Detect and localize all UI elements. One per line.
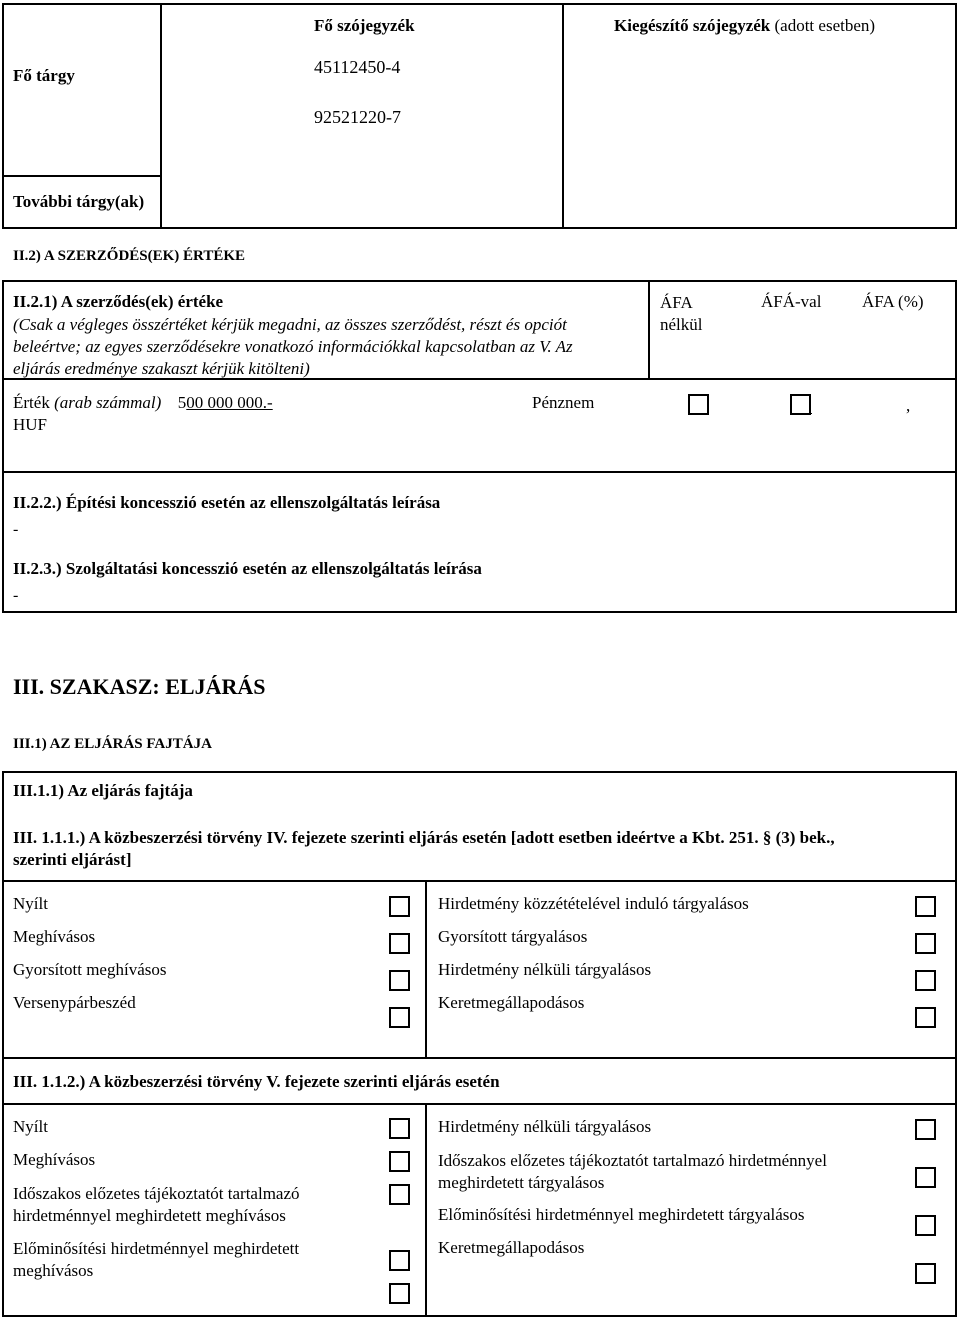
section-iii-title: III. SZAKASZ: ELJÁRÁS	[13, 674, 266, 699]
cpv-code-2: 92521220-7	[314, 107, 401, 127]
part2-option-pin-restricted-line-1: Időszakos előzetes tájékoztatót tartalmazó	[13, 1184, 300, 1203]
main-vocab-header: Fő szójegyzék	[314, 16, 415, 35]
vat-excluded-checkbox[interactable]	[688, 394, 709, 415]
procedure-hdivider-2	[2, 1057, 957, 1059]
procedure-vdivider-1	[425, 880, 427, 1059]
part2-option-qualification-restricted-line-1: Előminősítési hirdetménnyel meghirdetett	[13, 1239, 300, 1258]
part1-accelerated-negotiated-checkbox[interactable]	[915, 933, 936, 954]
part1-heading-line-2: szerinti eljárást]	[13, 850, 132, 869]
value-sub-heading: II.2.1) A szerződés(ek) értéke	[13, 292, 224, 311]
value-amount-prefix: 5	[177, 393, 187, 412]
section-ii2-heading: II.2) A SZERZŐDÉS(EK) ÉRTÉKE	[13, 248, 246, 264]
part2-restricted-checkbox[interactable]	[389, 1151, 410, 1172]
part1-framework-checkbox[interactable]	[915, 1007, 936, 1028]
value-row	[13, 393, 273, 413]
part2-framework-checkbox[interactable]	[915, 1263, 936, 1284]
vat-percent-separator: ,	[906, 396, 911, 415]
part2-option-qualification-restricted-line-2: meghívásos	[13, 1261, 94, 1280]
vat-included-underline	[790, 413, 812, 414]
cpv-table-divider-1	[160, 3, 162, 229]
works-concession-heading: II.2.2.) Építési koncesszió esetén az ellenszolgáltatás leírása	[13, 493, 441, 512]
part2-option-qualification-restricted	[13, 1238, 299, 1282]
part2-option-restricted: Meghívásos	[13, 1150, 96, 1169]
part2-heading: III. 1.1.2.) A közbeszerzési törvény V. fejezete szerinti eljárás esetén	[13, 1072, 500, 1091]
vat-excluded-line-1: ÁFA	[660, 293, 693, 312]
value-box-vdivider	[648, 280, 650, 380]
part2-option-pin-restricted	[13, 1183, 300, 1227]
value-note-line-3: eljárás eredménye szakaszt kérjük kitölteni)	[13, 359, 310, 378]
procedure-hdivider-3	[2, 1103, 957, 1105]
cpv-table-hdivider	[2, 175, 162, 177]
part2-extra-checkbox[interactable]	[389, 1283, 410, 1304]
services-concession-value: -	[13, 587, 19, 604]
currency-value: HUF	[13, 415, 48, 434]
vat-included-label: ÁFÁ-val	[761, 292, 822, 311]
value-label-note: (arab számmal)	[54, 393, 162, 412]
part1-open-checkbox[interactable]	[389, 896, 410, 917]
part2-qualification-negotiated-checkbox[interactable]	[915, 1215, 936, 1236]
part1-negotiated-without-notice-checkbox[interactable]	[915, 970, 936, 991]
value-note	[13, 314, 643, 380]
section-iii1-heading: III.1) AZ ELJÁRÁS FAJTÁJA	[13, 736, 212, 752]
part1-restricted-checkbox[interactable]	[389, 933, 410, 954]
part2-open-checkbox[interactable]	[389, 1118, 410, 1139]
vat-included-checkbox[interactable]	[790, 394, 811, 415]
part2-option-pin-negotiated-line-2: meghirdetett tárgyalásos	[438, 1173, 605, 1192]
works-concession-value: -	[13, 521, 19, 538]
further-objects-label: További tárgy(ak)	[13, 192, 145, 211]
cpv-table-divider-2	[562, 3, 564, 229]
part1-heading	[13, 827, 953, 871]
part2-pin-restricted-checkbox[interactable]	[389, 1184, 410, 1205]
vat-excluded-label	[660, 292, 703, 336]
value-note-line-2: beleértve; az egyes szerződésekre vonatkozó információkkal kapcsolatban az V. Az	[13, 337, 573, 356]
part1-option-accelerated-negotiated: Gyorsított tárgyalásos	[438, 927, 588, 946]
supp-vocab-header	[614, 16, 875, 36]
value-amount: 00 000 000.-	[186, 393, 273, 412]
part1-negotiated-with-notice-checkbox[interactable]	[915, 896, 936, 917]
procedure-sub-heading: III.1.1) Az eljárás fajtája	[13, 781, 193, 800]
value-box-hdivider-2	[2, 471, 957, 473]
cpv-code-1: 45112450-4	[314, 57, 401, 77]
part2-qualification-restricted-checkbox[interactable]	[389, 1250, 410, 1271]
part2-option-framework: Keretmegállapodásos	[438, 1238, 585, 1257]
part1-option-restricted: Meghívásos	[13, 927, 96, 946]
part1-option-framework: Keretmegállapodásos	[438, 993, 585, 1012]
part1-heading-line-1: III. 1.1.1.) A közbeszerzési törvény IV. fejezete szerinti eljárás esetén [adott esetben ideértve a Kbt. 251. § (3) bek.,	[13, 828, 835, 847]
part2-option-pin-negotiated	[438, 1150, 827, 1194]
part1-option-negotiated-without-notice: Hirdetmény nélküli tárgyalásos	[438, 960, 652, 979]
part2-negotiated-without-notice-checkbox[interactable]	[915, 1119, 936, 1140]
procedure-hdivider-1	[2, 880, 957, 882]
part2-option-negotiated-without-notice: Hirdetmény nélküli tárgyalásos	[438, 1117, 652, 1136]
part1-accelerated-restricted-checkbox[interactable]	[389, 970, 410, 991]
part1-option-open: Nyílt	[13, 894, 48, 913]
part2-pin-negotiated-checkbox[interactable]	[915, 1167, 936, 1188]
part2-option-qualification-negotiated: Előminősítési hirdetménnyel meghirdetett tárgyalásos	[438, 1205, 805, 1224]
services-concession-heading: II.2.3.) Szolgáltatási koncesszió esetén az ellenszolgáltatás leírása	[13, 559, 482, 578]
part1-option-negotiated-with-notice: Hirdetmény közzétételével induló tárgyalásos	[438, 894, 749, 913]
part2-option-open: Nyílt	[13, 1117, 48, 1136]
vat-excluded-line-2: nélkül	[660, 315, 703, 334]
value-label: Érték	[13, 393, 50, 412]
cpv-table	[2, 3, 957, 229]
part1-competitive-dialogue-checkbox[interactable]	[389, 1007, 410, 1028]
supp-vocab-note: (adott esetben)	[774, 16, 876, 35]
currency-label: Pénznem	[532, 393, 595, 412]
main-object-label: Fő tárgy	[13, 66, 75, 85]
supp-vocab-header-text: Kiegészítő szójegyzék	[614, 16, 771, 35]
part1-option-accelerated-restricted: Gyorsított meghívásos	[13, 960, 167, 979]
procedure-vdivider-2	[425, 1103, 427, 1317]
part2-option-pin-negotiated-line-1: Időszakos előzetes tájékoztatót tartalmazó hirdetménnyel	[438, 1151, 827, 1170]
vat-percent-label: ÁFA (%)	[862, 292, 924, 311]
part2-option-pin-restricted-line-2: hirdetménnyel meghirdetett meghívásos	[13, 1206, 286, 1225]
value-note-line-1: (Csak a végleges összértéket kérjük megadni, az összes szerződést, részt és opciót	[13, 315, 567, 334]
part1-option-competitive-dialogue: Versenypárbeszéd	[13, 993, 136, 1012]
